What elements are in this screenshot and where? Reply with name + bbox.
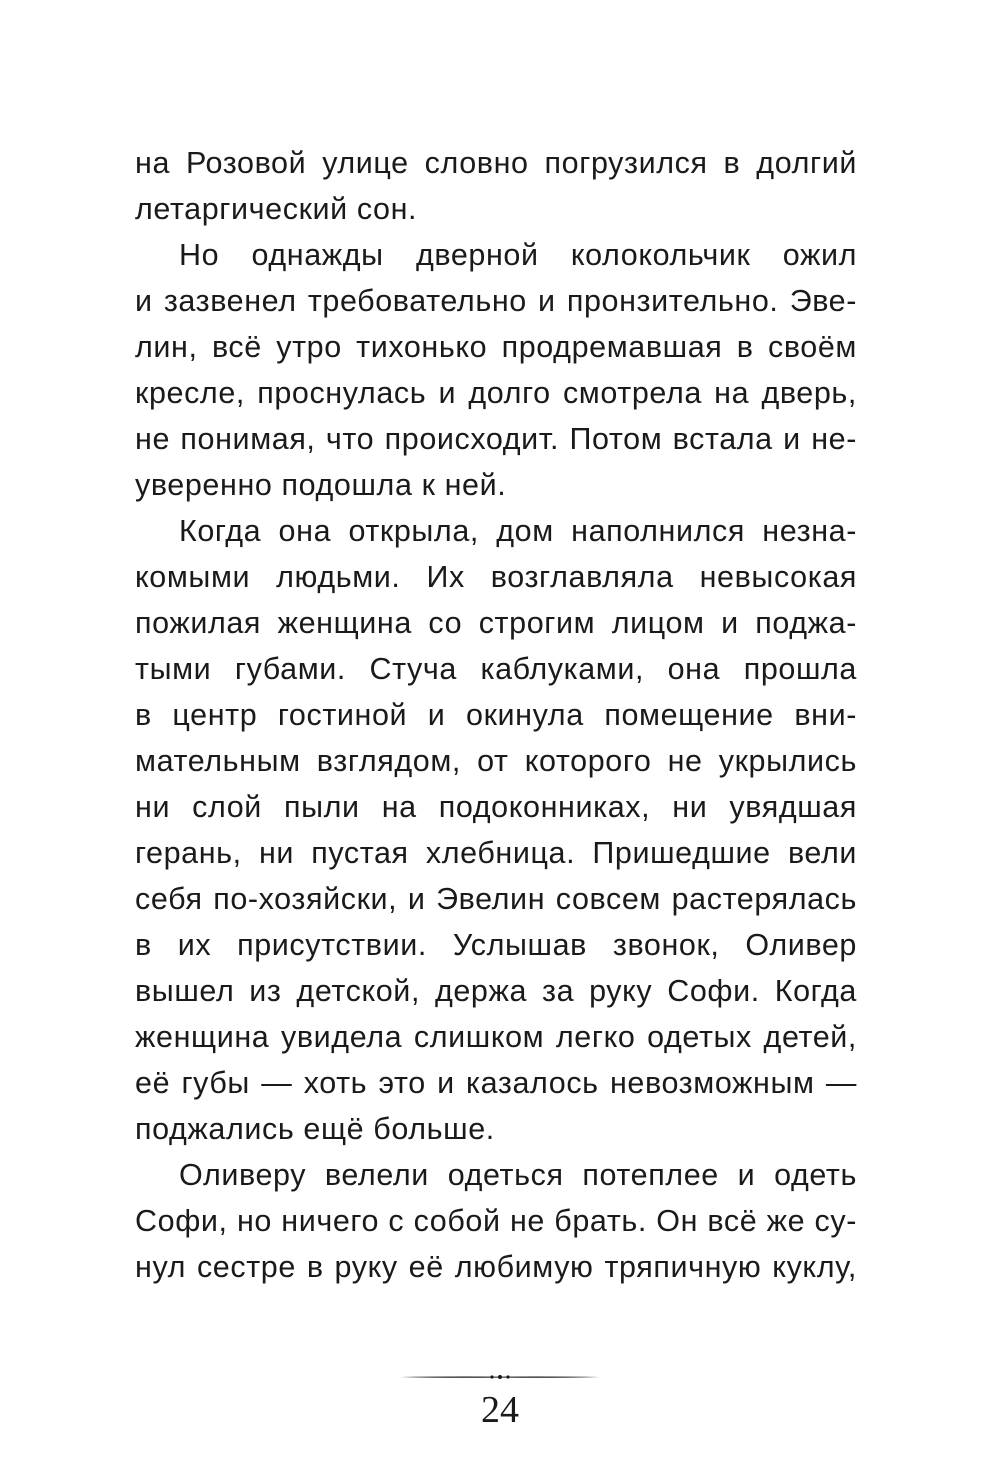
footer-ornament [400, 1370, 600, 1384]
text-line: лин, всё утро тихонько продремавшая в своём [135, 330, 857, 364]
text-line: пожилая женщина со строгим лицом и поджа- [135, 606, 857, 640]
paragraph-3 [135, 508, 857, 1152]
paragraph-4 [135, 1152, 857, 1290]
body-text [135, 140, 857, 1290]
text-line: мательным взглядом, от которого не укрылись [135, 744, 857, 778]
text-line: и зазвенел требовательно и пронзительно. Эве- [135, 284, 857, 318]
page-number: 24 [481, 1389, 519, 1431]
text-line: Но однажды дверной колокольчик ожил [179, 238, 857, 272]
text-line: кресле, проснулась и долго смотрела на дверь, [135, 376, 857, 410]
text-line: себя по-хозяйски, и Эвелин совсем растерялась [135, 882, 857, 916]
text-line: Софи, но ничего с собой не брать. Он всё же су- [135, 1204, 857, 1238]
text-line: в центр гостиной и окинула помещение вни- [135, 698, 857, 732]
text-line: в их присутствии. Услышав звонок, Оливер [135, 928, 857, 962]
text-line: женщина увидела слишком легко одетых детей, [135, 1020, 857, 1054]
paragraph-2 [135, 232, 857, 508]
ornament-dot [506, 1375, 509, 1378]
paragraph-1 [135, 140, 857, 232]
ornament-dot [490, 1375, 493, 1378]
text-line: нул сестре в руку её любимую тряпичную куклу, [135, 1250, 857, 1284]
text-line: её губы — хоть это и казалось невозможным — [135, 1066, 857, 1100]
text-line: летаргический сон. [135, 192, 418, 226]
text-line: Оливеру велели одеться потеплее и одеть [179, 1158, 857, 1192]
text-line: тыми губами. Стуча каблуками, она прошла [135, 652, 857, 686]
text-line: герань, ни пустая хлебница. Пришедшие вели [135, 836, 857, 870]
text-line: уверенно подошла к ней. [135, 468, 507, 502]
text-line: поджались ещё больше. [135, 1112, 495, 1146]
text-line: комыми людьми. Их возглавляла невысокая [135, 560, 857, 594]
ornament-dot [498, 1375, 502, 1379]
text-line: на Розовой улице словно погрузился в долгий [135, 146, 857, 180]
text-line: Когда она открыла, дом наполнился незна- [179, 514, 857, 548]
text-line: ни слой пыли на подоконниках, ни увядшая [135, 790, 857, 824]
text-line: вышел из детской, держа за руку Софи. Когда [135, 974, 857, 1008]
text-line: не понимая, что происходит. Потом встала и не- [135, 422, 857, 456]
